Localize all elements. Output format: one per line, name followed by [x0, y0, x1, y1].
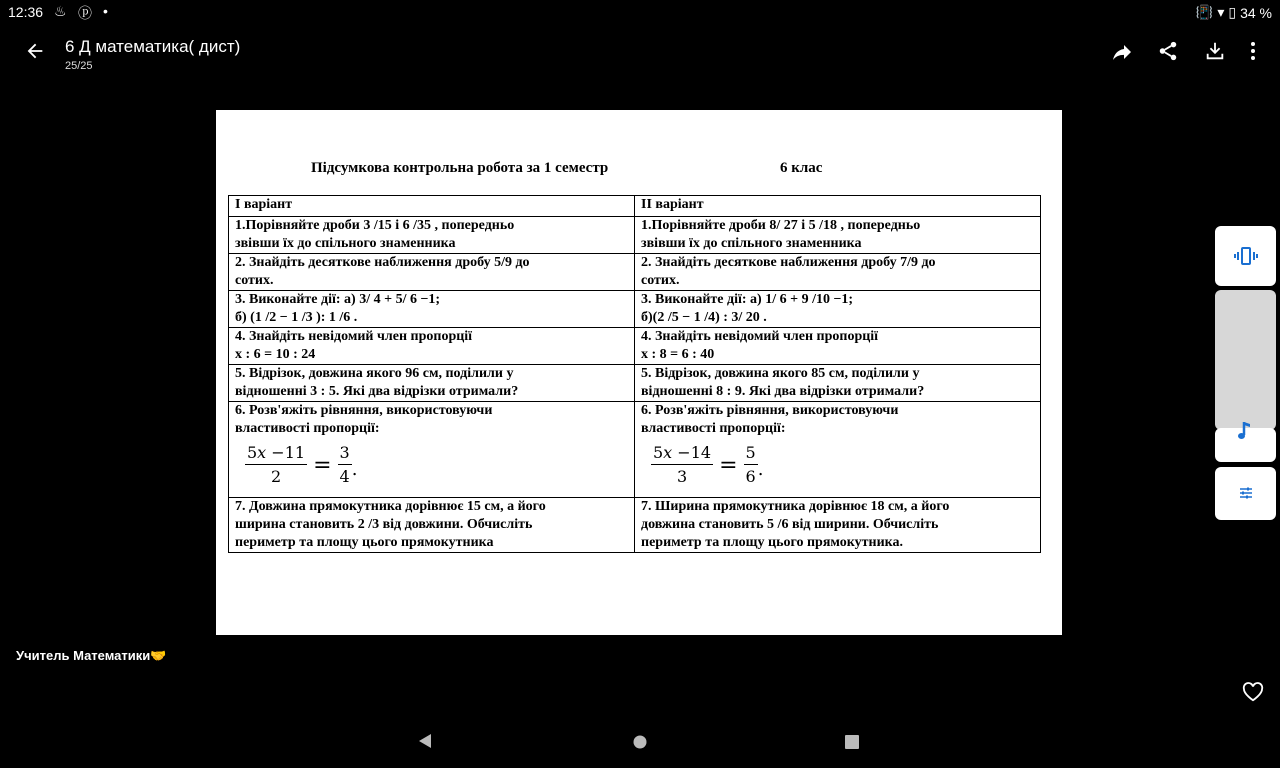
fire-icon: ♨ [54, 3, 67, 19]
task-1-v1: 1.Порівняйте дроби 3 /15 і 6 /35 , попередньо звівши їх до спільного знаменника [229, 217, 635, 254]
task-2-v1: 2. Знайдіть десяткове наближення дробу 5/9 до сотих. [229, 254, 635, 291]
doc-grade: 6 клас [780, 160, 823, 176]
dot-icon: • [103, 3, 108, 19]
image-counter: 25/25 [65, 60, 93, 72]
task-3-v2: 3. Виконайте дії: а) 1/ 6 + 9 /10 −1; б)(2 /5 − 1 /4) : 3/ 20 . [635, 291, 1041, 328]
music-note-icon[interactable] [1215, 428, 1276, 462]
table-row [229, 402, 1041, 498]
status-bar [0, 0, 1280, 24]
equalizer-settings-button[interactable] [1215, 467, 1276, 520]
forward-icon[interactable] [1107, 40, 1137, 70]
table-row [229, 365, 1041, 402]
task-4-v2: 4. Знайдіть невідомий член пропорції x : 8 = 6 : 40 [635, 328, 1041, 365]
table-row [229, 498, 1041, 553]
equation-v1: $\frac{\text{5𝑥 −11}}{2}$ = $\frac{3}{4}$ . [247, 443, 358, 486]
table-row [229, 328, 1041, 365]
nav-home-icon[interactable] [633, 733, 647, 754]
more-options-icon[interactable] [1238, 40, 1268, 70]
volume-slider[interactable] [1215, 290, 1276, 430]
vibrate-icon: 📳 [1195, 4, 1214, 20]
status-time: 12:36 [8, 4, 44, 20]
back-arrow-icon[interactable] [20, 40, 50, 70]
battery-icon: ▯ [1228, 4, 1237, 20]
task-7-v2: 7. Ширина прямокутника дорівнює 18 см, а його довжина становить 5 /6 від ширини. Обчисліть периметр та площу цього прямокутника. [635, 498, 1041, 553]
vibrate-toggle-button[interactable] [1215, 226, 1276, 286]
battery-level: 34 % [1240, 4, 1272, 21]
task-6-v2: 6. Розв'яжіть рівняння, використовуючи властивості пропорції: $\frac{\text{5𝑥 −14}}{3}$ = $\frac{5}{6}$ . [635, 402, 1041, 498]
sender-name: Учитель Математики🤝 [16, 648, 167, 663]
task-7-v1: 7. Довжина прямокутника дорівнює 15 см, а його ширина становить 2 /3 від довжини. Обчисліть периметр та площу цього прямокутника [229, 498, 635, 553]
task-3-v1: 3. Виконайте дії: а) 3/ 4 + 5/ 6 −1; б) (1 /2 − 1 /3 ): 1 /6 . [229, 291, 635, 328]
document-image[interactable] [216, 110, 1062, 635]
heart-icon[interactable] [1242, 682, 1264, 708]
download-icon[interactable] [1200, 40, 1230, 70]
task-6-v1: 6. Розв'яжіть рівняння, використовуючи властивості пропорції: $\frac{\text{5𝑥 −11}}{2}$ = $\frac{3}{4}$ . [229, 402, 635, 498]
task-1-v2: 1.Порівняйте дроби 8/ 27 і 5 /18 , попередньо звівши їх до спільного знаменника [635, 217, 1041, 254]
doc-title: Підсумкова контрольна робота за 1 семестр [311, 160, 609, 176]
equation-v2: $\frac{\text{5𝑥 −14}}{3}$ = $\frac{5}{6}$ . [653, 443, 764, 486]
app-bar [0, 30, 1280, 80]
task-5-v1: 5. Відрізок, довжина якого 96 см, поділили у відношенні 3 : 5. Які два відрізки отримали? [229, 365, 635, 402]
variant-1-header: І варіант [229, 196, 635, 217]
task-2-v2: 2. Знайдіть десяткове наближення дробу 7/9 до сотих. [635, 254, 1041, 291]
task-5-v2: 5. Відрізок, довжина якого 85 см, поділили у відношенні 8 : 9. Які два відрізки отримали? [635, 365, 1041, 402]
wifi-icon: ▾ [1217, 4, 1225, 20]
tasks-table [228, 195, 1041, 553]
pinterest-icon: ⓟ [78, 5, 92, 21]
table-row [229, 291, 1041, 328]
nav-back-icon[interactable] [418, 733, 432, 754]
table-row [229, 217, 1041, 254]
task-4-v1: 4. Знайдіть невідомий член пропорції x : 6 = 10 : 24 [229, 328, 635, 365]
table-row [229, 254, 1041, 291]
chat-title: 6 Д математика( дист) [65, 37, 241, 56]
nav-recents-icon[interactable] [845, 733, 859, 754]
share-icon[interactable] [1153, 40, 1183, 70]
variant-2-header: ІІ варіант [635, 196, 1041, 217]
table-header-row [229, 196, 1041, 217]
status-right [1196, 4, 1272, 21]
